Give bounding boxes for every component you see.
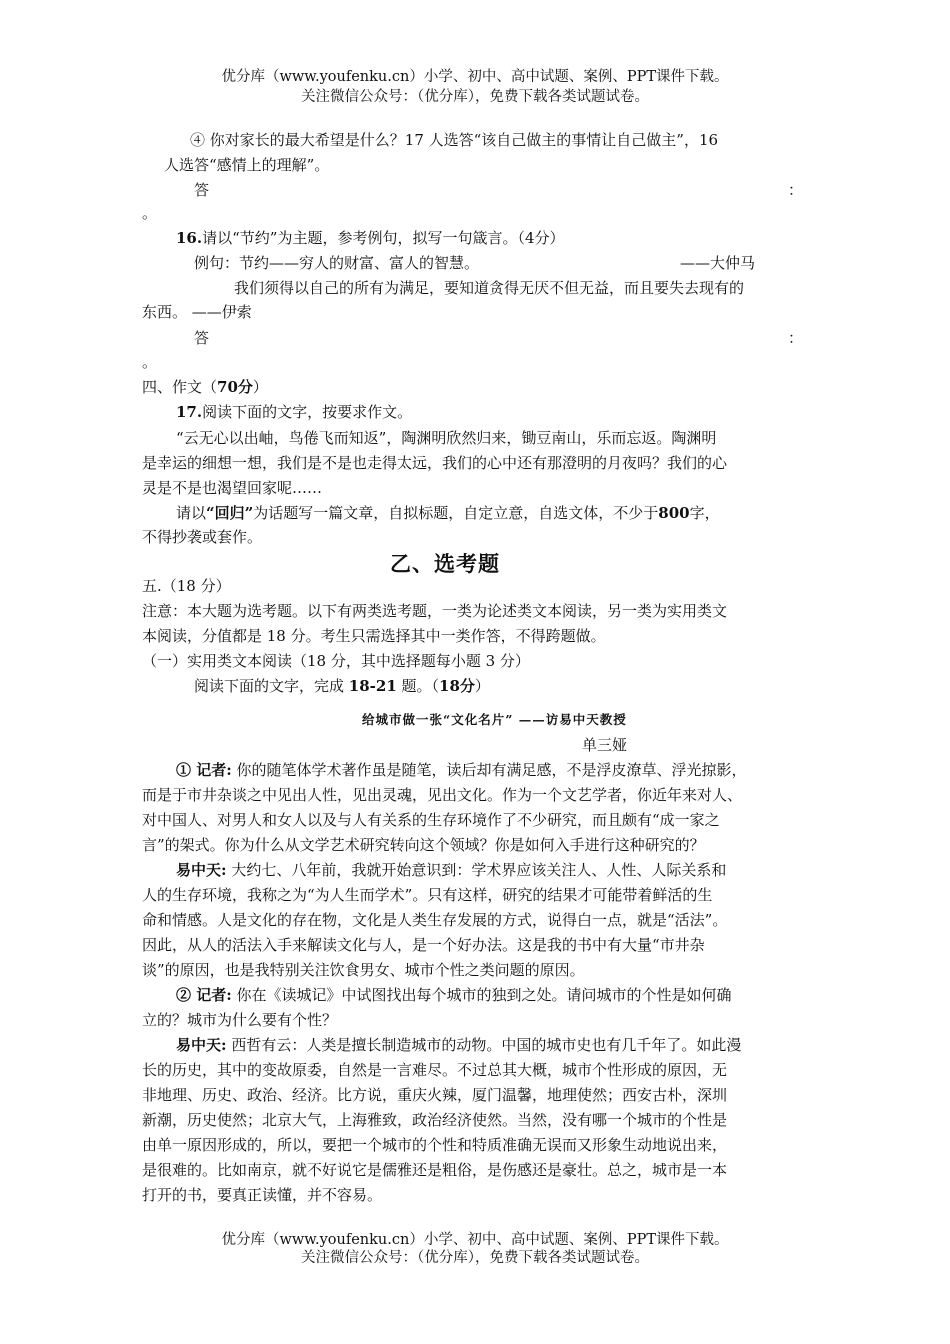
p1-line1-text: 你的随笔体学术著作虽是随笔，读后却有满足感，不是浮皮潦草、浮光掠影， bbox=[231, 761, 747, 779]
q17-req-topic: “回归” bbox=[206, 504, 254, 522]
p1-line2: 而是于市井杂谈之中见出人性，见出灵魂，见出文化。作为一个文艺学者，你近年来对人、 bbox=[142, 786, 743, 804]
a2-label: 易中天: bbox=[176, 1036, 227, 1054]
q16-prompt-text: 请以“节约”为主题，参考例句，拟写一句箴言。（4分） bbox=[202, 229, 565, 247]
q17-passage-line3: 灵是不是也渴望回家呢…… bbox=[142, 479, 323, 497]
part-b-title: 乙、选考题 bbox=[390, 551, 500, 576]
footer-line-1: 优分库（www.youfenku.cn）小学、初中、高中试题、案例、PPT课件下载。 bbox=[221, 1232, 729, 1248]
a1-line1 bbox=[176, 860, 726, 880]
instruction-suffix: ） bbox=[474, 677, 490, 695]
q16-number: 16. bbox=[176, 229, 203, 247]
q15-answer-colon: ： bbox=[788, 181, 804, 199]
instruction-range: 18-21 bbox=[348, 677, 397, 695]
a1-line5: 谈”的原因，也是我特别关注饮食男女、城市个性之类问题的原因。 bbox=[142, 961, 585, 979]
p1-line3: 对中国人、对男人和女人以及与人有关系的生存环境作了不少研究，而且颇有“成一家之 bbox=[142, 811, 720, 829]
a2-line5: 由单一原因形成的，所以，要把一个城市的个性和特质准确无误而又形象生动地说出来， bbox=[142, 1136, 728, 1154]
section5-heading: 五.（18 分） bbox=[142, 577, 231, 595]
q15-item4-line1: ④ 你对家长的最大希望是什么？17 人选答“该自己做主的事情让自己做主”，16 bbox=[190, 131, 719, 149]
p1-line4: 言”的架式。你为什么从文学艺术研究转向这个领域？你是如何入手进行这种研究的？ bbox=[142, 836, 705, 854]
q17-passage-line2: 是幸运的细想一想，我们是不是也走得太远，我们的心中还有那澄明的月夜吗？我们的心 bbox=[142, 454, 728, 472]
q15-item4-line2: 人选答“感情上的理解”。 bbox=[164, 156, 330, 174]
a1-line3: 命和情感。人是文化的存在物，文化是人类生存发展的方式，说得白一点，就是“活法”。 bbox=[142, 911, 728, 929]
q17-prompt-text: 阅读下面的文字，按要求作文。 bbox=[202, 403, 413, 421]
q16-example-2-line2: 东西。 ——伊索 bbox=[142, 303, 252, 321]
p1-label: ① 记者: bbox=[176, 761, 232, 779]
q15-answer-end: 。 bbox=[142, 204, 158, 222]
q16-answer-end: 。 bbox=[142, 353, 158, 371]
article-author: 单三娅 bbox=[582, 736, 628, 754]
section4-heading-prefix: 四、作文（ bbox=[142, 378, 218, 396]
instruction-mid: 题。（ bbox=[396, 677, 440, 695]
q17-req-words: 800 bbox=[658, 504, 690, 522]
instruction-prefix: 阅读下面的文字，完成 bbox=[194, 677, 349, 695]
p2-line1-text: 你在《读城记》中试图找出每个城市的独到之处。请问城市的个性是如何确 bbox=[231, 986, 732, 1004]
header-line-1: 优分库（www.youfenku.cn）小学、初中、高中试题、案例、PPT课件下载。 bbox=[221, 69, 729, 85]
header-line-2: 关注微信公众号：（优分库），免费下载各类试题试卷。 bbox=[301, 89, 649, 105]
section4-heading-score: 70分 bbox=[217, 378, 253, 396]
instruction-score: 18分 bbox=[439, 677, 475, 695]
article-title: 给城市做一张“文化名片” ——访易中天教授 bbox=[362, 712, 627, 727]
q16-example-1-author: ——大仲马 bbox=[680, 254, 756, 272]
a1-line4: 因此，从人的活法入手来解读文化与人，是一个好办法。这是我的书中有大量“市井杂 bbox=[142, 936, 705, 954]
section4-heading bbox=[142, 377, 268, 397]
section4-heading-suffix: ） bbox=[252, 378, 268, 396]
q16-example-1: 例句：节约——穷人的财富、富人的智慧。 bbox=[194, 254, 480, 272]
q17-req-suffix: 字， bbox=[689, 504, 720, 522]
q16-example-2-line1: 我们须得以自己的所有为满足，要知道贪得无厌不但无益，而且要失去现有的 bbox=[234, 279, 745, 297]
q16-answer-colon: ： bbox=[788, 329, 804, 347]
reading-instruction bbox=[194, 676, 490, 696]
p2-label: ② 记者: bbox=[176, 986, 232, 1004]
footer-line-2: 关注微信公众号：（优分库），免费下载各类试题试卷。 bbox=[301, 1250, 649, 1266]
q17-prompt bbox=[176, 402, 412, 422]
note-line1: 注意：本大题为选考题。以下有两类选考题，一类为论述类文本阅读，另一类为实用类文 bbox=[142, 602, 728, 620]
note-line2: 本阅读，分值都是 18 分。考生只需选择其中一类作答，不得跨题做。 bbox=[142, 627, 606, 645]
a2-line7: 打开的书，要真正读懂，并不容易。 bbox=[142, 1186, 383, 1204]
a2-line1 bbox=[176, 1035, 741, 1055]
q17-req-middle: 为话题写一篇文章，自拟标题，自定立意，自选文体，不少于 bbox=[253, 504, 659, 522]
subsection1-heading: （一）实用类文本阅读（18 分，其中选择题每小题 3 分） bbox=[142, 652, 530, 670]
p2-line2: 立的？城市为什么要有个性？ bbox=[142, 1011, 338, 1029]
q17-requirement-line2: 不得抄袭或套作。 bbox=[142, 528, 263, 546]
a1-label: 易中天: bbox=[176, 861, 227, 879]
a2-line2: 长的历史，其中的变故原委，自然是一言难尽。不过总其大概，城市个性形成的原因，无 bbox=[142, 1061, 728, 1079]
q17-requirement-line1 bbox=[176, 503, 720, 523]
p1-line1 bbox=[176, 760, 747, 780]
a2-line3: 非地理、历史、政治、经济。比方说，重庆火辣，厦门温馨，地理使然；西安古朴，深圳 bbox=[142, 1086, 728, 1104]
q17-req-prefix: 请以 bbox=[176, 504, 207, 522]
q17-passage-line1: “云无心以出岫，鸟倦飞而知返”，陶渊明欣然归来，锄豆南山，乐而忘返。陶渊明 bbox=[176, 429, 717, 447]
q16-prompt bbox=[176, 228, 565, 248]
a2-line1-text: 西哲有云：人类是擅长制造城市的动物。中国的城市史也有几千年了。如此漫 bbox=[226, 1036, 742, 1054]
a1-line1-text: 大约七、八年前，我就开始意识到：学术界应该关注人、人性、人际关系和 bbox=[226, 861, 727, 879]
q17-number: 17. bbox=[176, 403, 203, 421]
a2-line6: 是很难的。比如南京，就不好说它是儒雅还是粗俗，是伤感还是豪壮。总之，城市是一本 bbox=[142, 1161, 728, 1179]
a1-line2: 人的生存环境，我称之为“为人生而学术”。只有这样，研究的结果才可能带着鲜活的生 bbox=[142, 886, 713, 904]
a2-line4: 新潮，历史使然；北京大气，上海雅致，政治经济使然。当然，没有哪一个城市的个性是 bbox=[142, 1111, 728, 1129]
q15-answer-label: 答 bbox=[194, 181, 210, 199]
p2-line1 bbox=[176, 985, 732, 1005]
q16-answer-label: 答 bbox=[194, 329, 210, 347]
